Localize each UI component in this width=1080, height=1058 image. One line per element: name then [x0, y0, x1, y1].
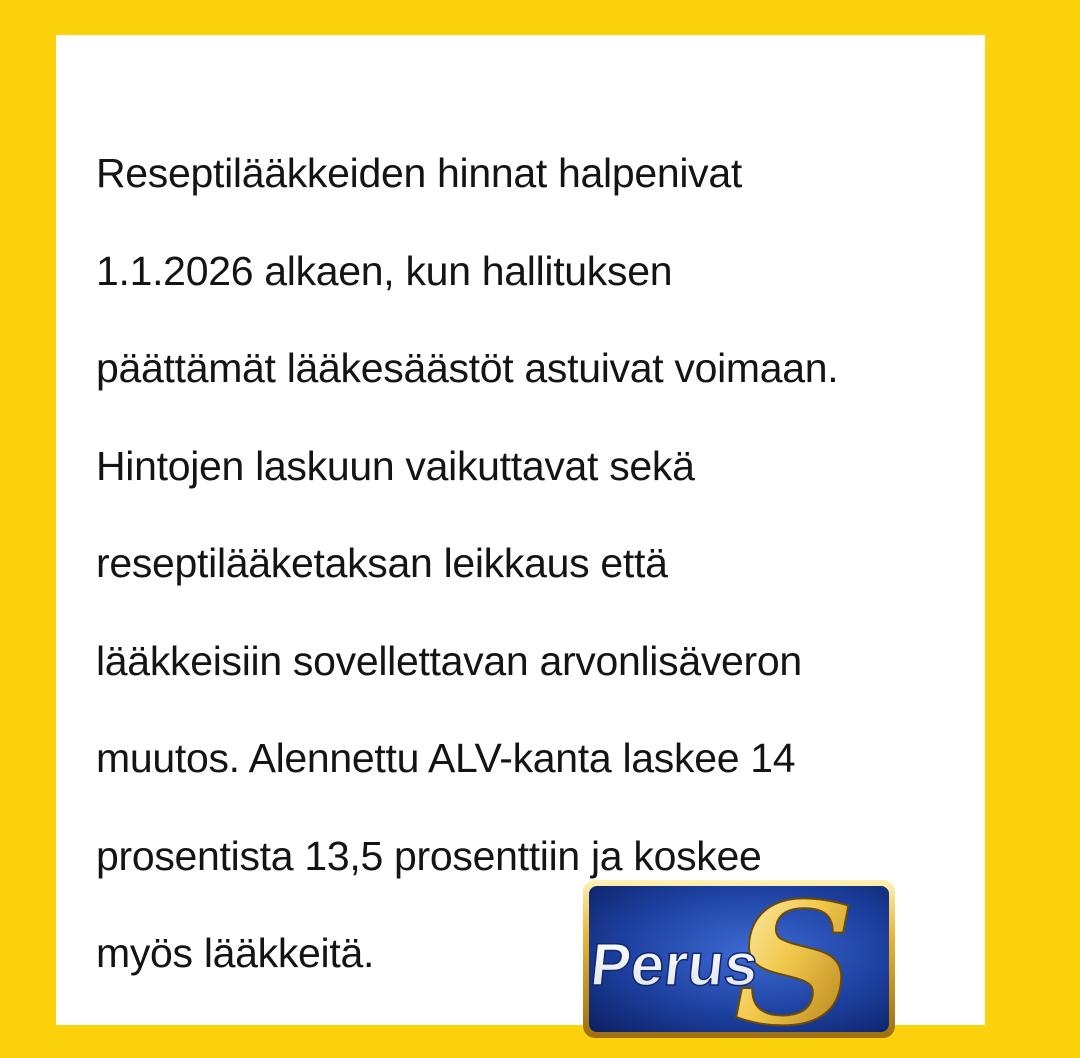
- perussuomalaiset-logo: [582, 879, 896, 1039]
- text-line: myös lääkkeitä.: [96, 930, 375, 976]
- text-line: Reseptilääkkeiden hinnat halpenivat: [96, 150, 742, 196]
- text-line: Hintojen laskuun vaikuttavat sekä: [96, 442, 695, 489]
- text-line: lääkkeisiin sovellettavan arvonlisäveron: [96, 637, 802, 684]
- text-line: reseptilääketaksan leikkaus että: [96, 540, 668, 586]
- text-line: päättämät lääkesäästöt astuivat voimaan.: [96, 345, 839, 391]
- logo-letter: S: [734, 879, 856, 1039]
- post-card: [56, 35, 985, 1025]
- logo-wordmark: Perus: [587, 931, 762, 998]
- text-line: 1.1.2026 alkaen, kun hallituksen: [96, 247, 673, 294]
- text-line: muutos. Alennettu ALV-kanta laskee 14: [96, 735, 796, 781]
- post-text: [96, 125, 976, 1003]
- text-line: prosentista 13,5 prosenttiin ja koskee: [96, 832, 762, 879]
